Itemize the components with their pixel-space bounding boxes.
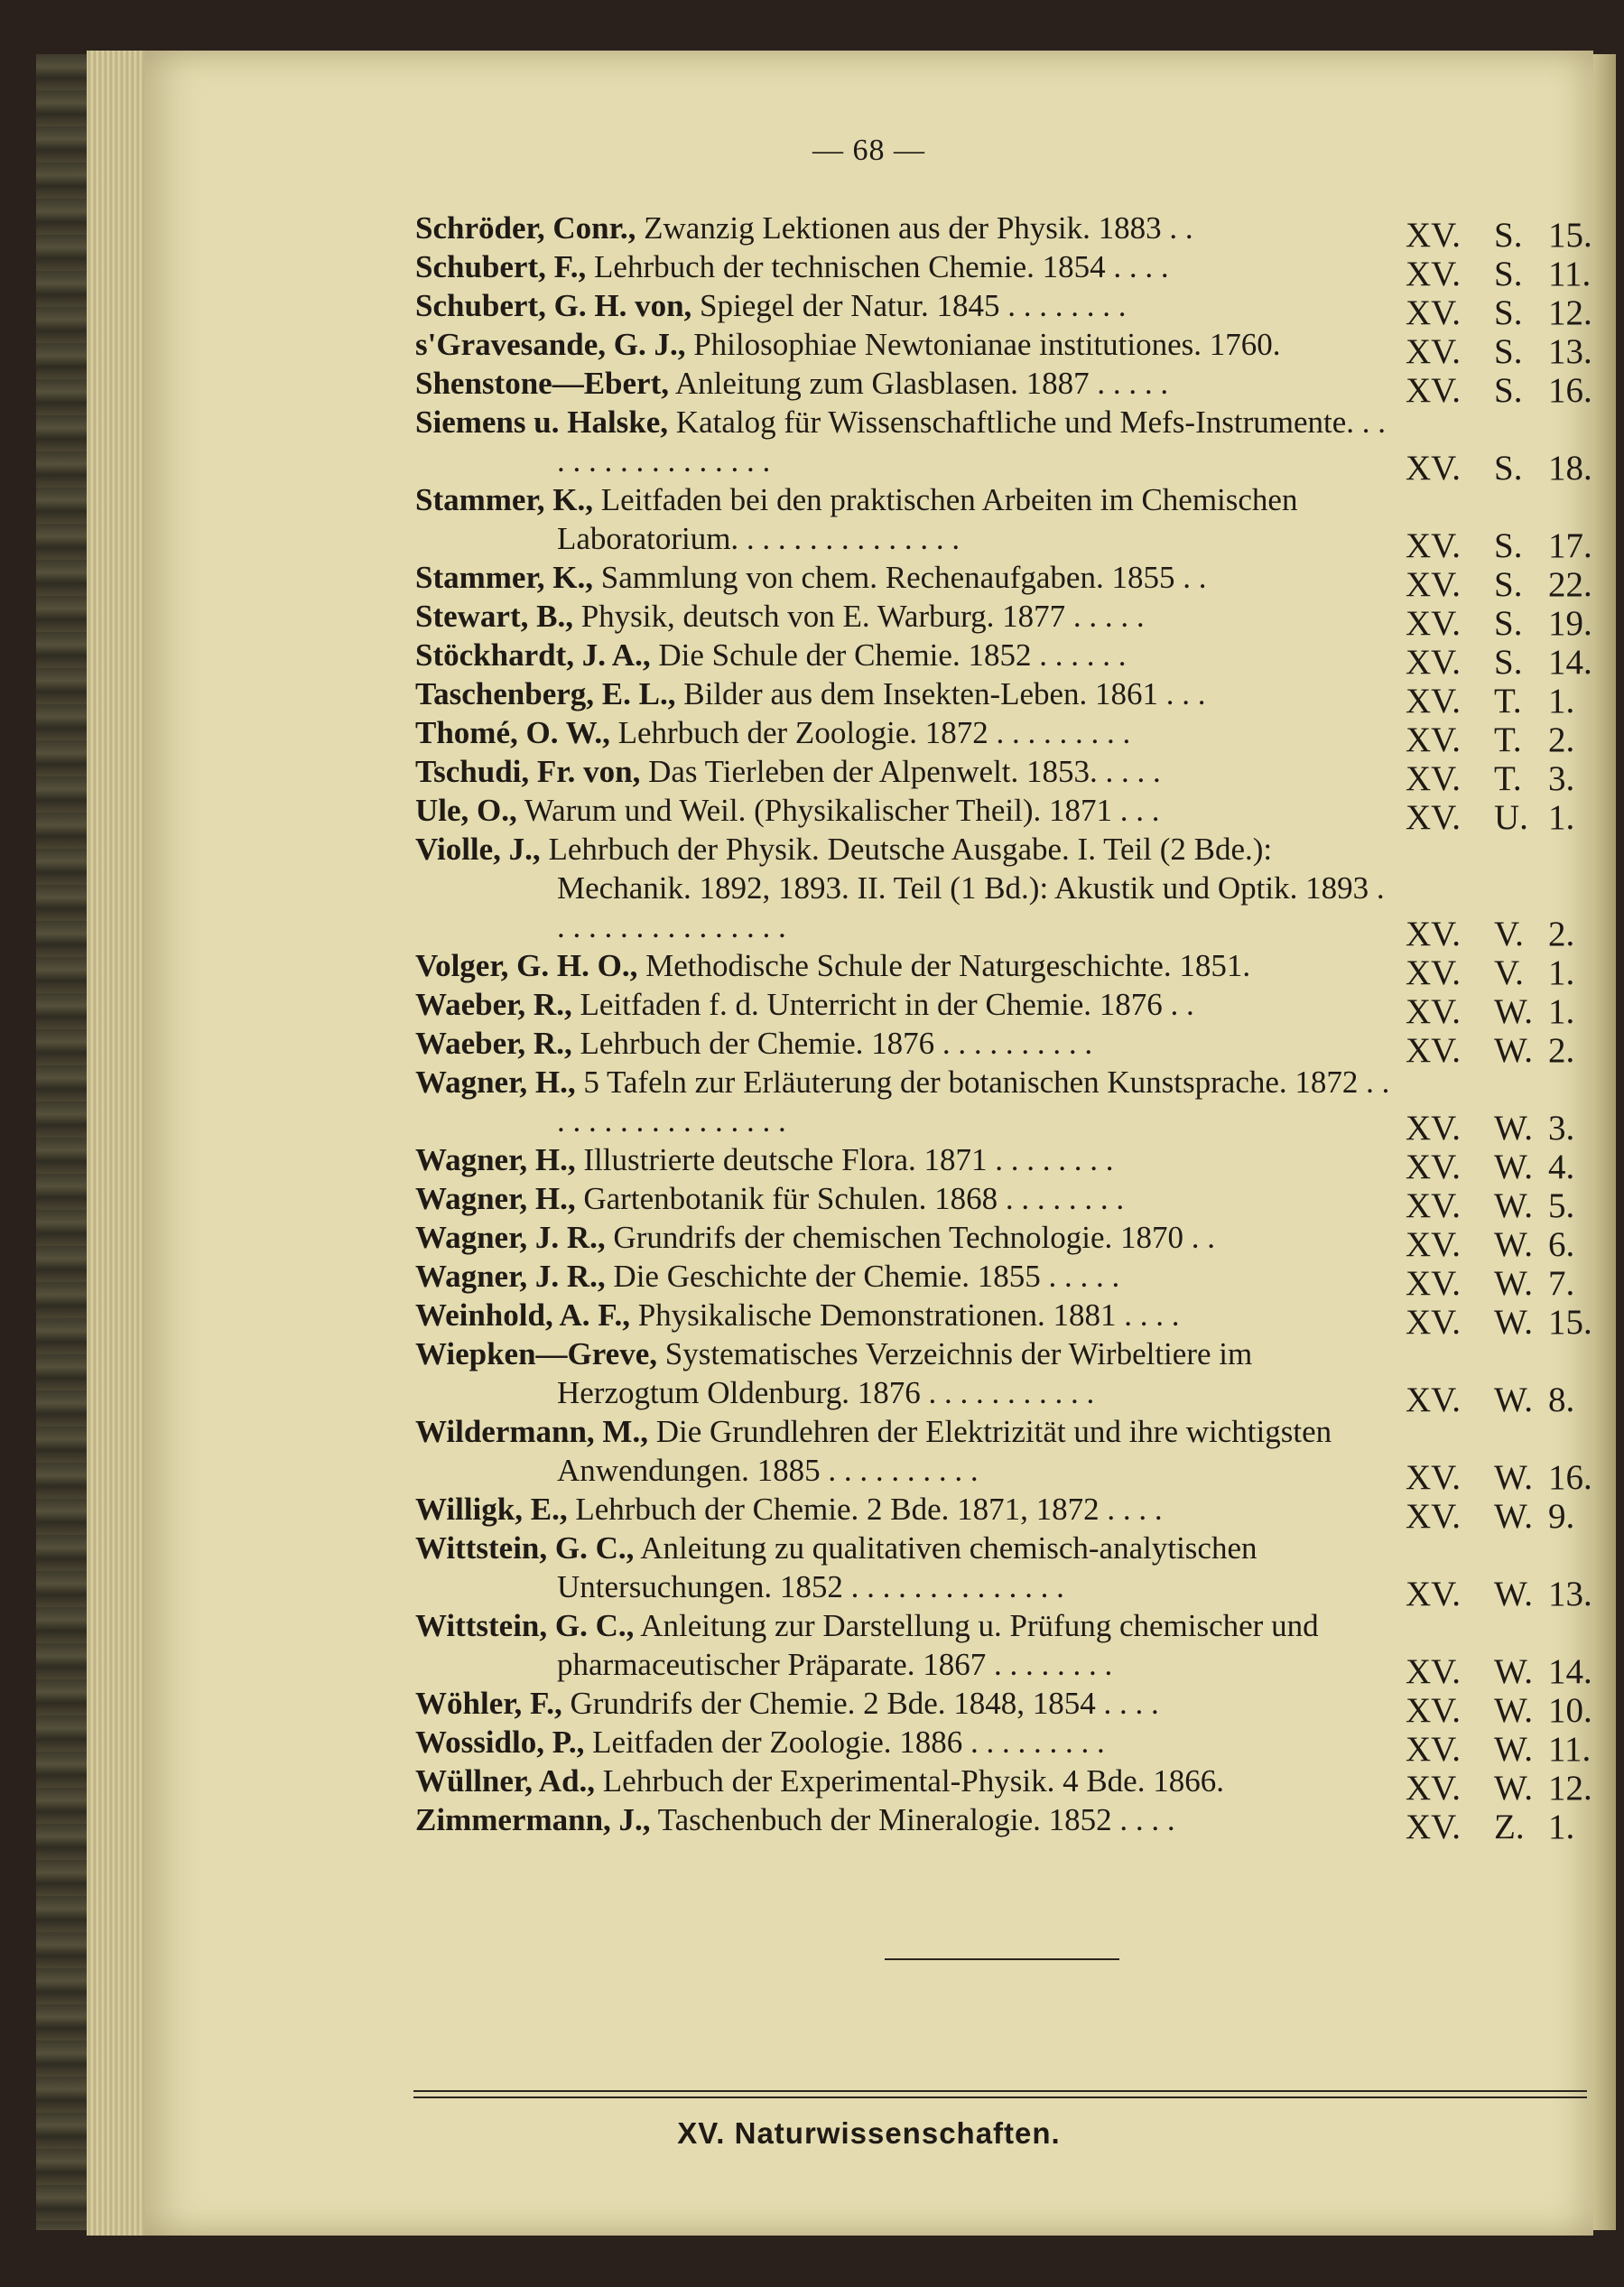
catalog-page — [144, 51, 1593, 2236]
shelfmark-letter: W. — [1494, 1148, 1533, 1186]
shelfmark-section: XV. — [1406, 332, 1462, 371]
entry-author: Stöckhardt, J. A., — [415, 637, 651, 673]
shelfmark-letter: W. — [1494, 1497, 1533, 1536]
entry-author: Schubert, G. H. von, — [415, 288, 692, 323]
shelfmark-letter: S. — [1494, 604, 1523, 643]
entry-author: Stammer, K., — [415, 560, 594, 595]
entry-body — [415, 830, 1395, 946]
entry-shelfmark — [1395, 798, 1607, 837]
shelfmark-number: 5. — [1548, 1186, 1575, 1225]
entry-title: Leitfaden f. d. Unterricht in der Chemie. 1876 . . — [571, 987, 1194, 1022]
shelfmark-section: XV. — [1406, 720, 1462, 759]
shelfmark-number: 7. — [1548, 1264, 1575, 1303]
entry-author: Weinhold, A. F., — [415, 1297, 630, 1333]
catalog-entry — [415, 830, 1607, 953]
shelfmark-letter: W. — [1494, 1769, 1533, 1808]
end-of-list-rule — [885, 1958, 1119, 1960]
shelfmark-letter: W. — [1494, 1264, 1533, 1303]
entry-title: Spiegel der Natur. 1845 . . . . . . . . — [691, 288, 1127, 323]
entry-title: Katalog für Wissenschaftliche und Mefs-Instrumente. . . . . . . . . . . . . . . . . — [557, 404, 1386, 479]
shelfmark-letter: W. — [1494, 1381, 1533, 1419]
entry-shelfmark — [1395, 682, 1607, 720]
shelfmark-letter: W. — [1494, 1186, 1533, 1225]
book-spine — [36, 54, 90, 2230]
entry-body — [415, 713, 1395, 752]
entry-author: Wüllner, Ad., — [415, 1763, 596, 1799]
shelfmark-letter: U. — [1494, 798, 1528, 837]
entry-author: Stewart, B., — [415, 599, 573, 634]
catalog-entry — [415, 1334, 1607, 1419]
catalog-entry-list — [415, 209, 1607, 1846]
entry-body — [415, 1490, 1395, 1529]
shelfmark-section: XV. — [1406, 1691, 1462, 1730]
shelfmark-letter: T. — [1494, 759, 1522, 798]
shelfmark-section: XV. — [1406, 1575, 1462, 1613]
entry-body — [415, 1296, 1395, 1334]
shelfmark-number: 13. — [1548, 1575, 1592, 1613]
shelfmark-section: XV. — [1406, 371, 1462, 410]
catalog-entry — [415, 480, 1607, 565]
entry-title: Anleitung zu qualitativen chemisch-analytischen Untersuchungen. 1852 . . . . . . . . . . . . . . — [557, 1530, 1257, 1604]
shelfmark-section: XV. — [1406, 1497, 1462, 1536]
entry-shelfmark — [1395, 643, 1607, 682]
shelfmark-section: XV. — [1406, 759, 1462, 798]
shelfmark-letter: S. — [1494, 643, 1523, 682]
entry-author: Wagner, H., — [415, 1181, 576, 1216]
shelfmark-number: 12. — [1548, 293, 1592, 332]
shelfmark-number: 14. — [1548, 1652, 1592, 1691]
shelfmark-section: XV. — [1406, 1225, 1462, 1264]
shelfmark-section: XV. — [1406, 255, 1462, 293]
entry-title: Sammlung von chem. Rechenaufgaben. 1855 . . — [593, 560, 1207, 595]
entry-author: Waeber, R., — [415, 1026, 572, 1061]
shelfmark-section: XV. — [1406, 1769, 1462, 1808]
shelfmark-letter: S. — [1494, 565, 1523, 604]
entry-author: Ule, O., — [415, 793, 517, 828]
entry-body — [415, 1179, 1395, 1218]
shelfmark-letter: V. — [1494, 953, 1524, 992]
shelfmark-number: 2. — [1548, 915, 1575, 953]
shelfmark-section: XV. — [1406, 1458, 1462, 1497]
entry-body — [415, 558, 1395, 597]
entry-author: Wagner, J. R., — [415, 1259, 606, 1294]
entry-body — [415, 636, 1395, 674]
entry-shelfmark — [1395, 449, 1607, 488]
catalog-entry — [415, 403, 1607, 488]
entry-title: Lehrbuch der Chemie. 1876 . . . . . . . . . . — [571, 1026, 1093, 1061]
shelfmark-section: XV. — [1406, 293, 1462, 332]
shelfmark-number: 11. — [1548, 255, 1592, 293]
entry-body — [415, 1257, 1395, 1296]
shelfmark-number: 17. — [1548, 526, 1592, 565]
entry-body — [415, 325, 1395, 364]
entry-body — [415, 1606, 1395, 1684]
entry-body — [415, 247, 1395, 286]
entry-shelfmark — [1395, 1109, 1607, 1148]
entry-body — [415, 1334, 1395, 1412]
entry-author: Wildermann, M., — [415, 1414, 648, 1449]
shelfmark-section: XV. — [1406, 915, 1462, 953]
shelfmark-letter: Z. — [1494, 1808, 1525, 1846]
entry-title: Physikalische Demonstrationen. 1881 . . . . — [629, 1297, 1180, 1333]
entry-body — [415, 1412, 1395, 1490]
shelfmark-section: XV. — [1406, 1148, 1462, 1186]
entry-title: Anleitung zur Darstellung u. Prüfung chemischer und pharmaceutischer Präparate. 1867 . . . . . . . . — [557, 1608, 1319, 1682]
entry-body — [415, 1024, 1395, 1063]
entry-shelfmark — [1395, 953, 1607, 992]
shelfmark-section: XV. — [1406, 604, 1462, 643]
catalog-entry — [415, 209, 1607, 255]
shelfmark-number: 3. — [1548, 1109, 1575, 1148]
entry-author: Taschenberg, E. L., — [415, 676, 676, 711]
section-footer: XV. Naturwissenschaften. — [677, 2116, 1061, 2150]
entry-title: Das Tierleben der Alpenwelt. 1853. . . . . — [640, 754, 1161, 789]
shelfmark-letter: S. — [1494, 371, 1523, 410]
entry-body — [415, 674, 1395, 713]
entry-body — [415, 209, 1395, 247]
shelfmark-section: XV. — [1406, 643, 1462, 682]
shelfmark-section: XV. — [1406, 992, 1462, 1031]
entry-body — [415, 946, 1395, 985]
shelfmark-number: 8. — [1548, 1381, 1575, 1419]
entry-title: Lehrbuch der Zoologie. 1872 . . . . . . . . . — [609, 715, 1131, 750]
entry-shelfmark — [1395, 1769, 1607, 1808]
shelfmark-letter: W. — [1494, 1652, 1533, 1691]
entry-title: Warum und Weil. (Physikalischer Theil). 1871 . . . — [516, 793, 1160, 828]
entry-shelfmark — [1395, 992, 1607, 1031]
entry-title: Lehrbuch der technischen Chemie. 1854 . . . . — [586, 249, 1169, 284]
shelfmark-letter: T. — [1494, 720, 1522, 759]
entry-author: Tschudi, Fr. von, — [415, 754, 641, 789]
entry-shelfmark — [1395, 371, 1607, 410]
entry-shelfmark — [1395, 1497, 1607, 1536]
shelfmark-number: 16. — [1548, 1458, 1592, 1497]
shelfmark-number: 18. — [1548, 449, 1592, 488]
entry-shelfmark — [1395, 526, 1607, 565]
entry-body — [415, 1529, 1395, 1606]
shelfmark-letter: W. — [1494, 1458, 1533, 1497]
shelfmark-letter: W. — [1494, 1031, 1533, 1070]
entry-author: Wagner, H., — [415, 1064, 576, 1100]
footer-double-rule — [413, 2090, 1587, 2098]
entry-title: Lehrbuch der Chemie. 2 Bde. 1871, 1872 . . . . — [567, 1492, 1163, 1527]
entry-body — [415, 791, 1395, 830]
entry-shelfmark — [1395, 332, 1607, 371]
entry-shelfmark — [1395, 1808, 1607, 1846]
shelfmark-number: 3. — [1548, 759, 1575, 798]
entry-shelfmark — [1395, 1381, 1607, 1419]
shelfmark-section: XV. — [1406, 565, 1462, 604]
shelfmark-number: 12. — [1548, 1769, 1592, 1808]
shelfmark-letter: S. — [1494, 526, 1523, 565]
shelfmark-letter: S. — [1494, 293, 1523, 332]
entry-body — [415, 480, 1395, 558]
shelfmark-number: 1. — [1548, 953, 1575, 992]
shelfmark-number: 2. — [1548, 1031, 1575, 1070]
entry-title: Physik, deutsch von E. Warburg. 1877 . . . . . — [572, 599, 1145, 634]
entry-shelfmark — [1395, 1691, 1607, 1730]
entry-shelfmark — [1395, 216, 1607, 255]
entry-title: Methodische Schule der Naturgeschichte. 1851. — [637, 948, 1251, 983]
shelfmark-section: XV. — [1406, 953, 1462, 992]
entry-shelfmark — [1395, 1031, 1607, 1070]
entry-author: Stammer, K., — [415, 482, 594, 517]
entry-shelfmark — [1395, 565, 1607, 604]
catalog-entry — [415, 1606, 1607, 1691]
entry-shelfmark — [1395, 915, 1607, 953]
entry-shelfmark — [1395, 293, 1607, 332]
shelfmark-section: XV. — [1406, 1808, 1462, 1846]
entry-body — [415, 1140, 1395, 1179]
entry-body — [415, 1218, 1395, 1257]
shelfmark-letter: W. — [1494, 1225, 1533, 1264]
entry-shelfmark — [1395, 604, 1607, 643]
shelfmark-section: XV. — [1406, 1652, 1462, 1691]
shelfmark-number: 19. — [1548, 604, 1592, 643]
entry-body — [415, 403, 1395, 480]
shelfmark-letter: T. — [1494, 682, 1522, 720]
entry-author: Wittstein, G. C., — [415, 1530, 635, 1566]
entry-author: Shenstone—Ebert, — [415, 366, 669, 401]
entry-author: Waeber, R., — [415, 987, 572, 1022]
shelfmark-number: 1. — [1548, 1808, 1575, 1846]
entry-author: Wiepken—Greve, — [415, 1336, 658, 1371]
shelfmark-number: 4. — [1548, 1148, 1575, 1186]
shelfmark-section: XV. — [1406, 216, 1462, 255]
entry-author: Wittstein, G. C., — [415, 1608, 635, 1643]
shelfmark-number: 11. — [1548, 1730, 1592, 1769]
shelfmark-letter: S. — [1494, 449, 1523, 488]
entry-shelfmark — [1395, 1303, 1607, 1342]
shelfmark-section: XV. — [1406, 1381, 1462, 1419]
entry-body — [415, 286, 1395, 325]
entry-author: Wöhler, F., — [415, 1686, 562, 1721]
shelfmark-number: 22. — [1548, 565, 1592, 604]
shelfmark-number: 2. — [1548, 720, 1575, 759]
shelfmark-section: XV. — [1406, 1730, 1462, 1769]
entry-title: Lehrbuch der Experimental-Physik. 4 Bde. 1866. — [595, 1763, 1224, 1799]
shelfmark-letter: W. — [1494, 1691, 1533, 1730]
shelfmark-letter: V. — [1494, 915, 1524, 953]
entry-shelfmark — [1395, 1225, 1607, 1264]
shelfmark-section: XV. — [1406, 1264, 1462, 1303]
shelfmark-letter: W. — [1494, 1303, 1533, 1342]
shelfmark-letter: W. — [1494, 1730, 1533, 1769]
entry-title: Bilder aus dem Insekten-Leben. 1861 . . . — [675, 676, 1206, 711]
shelfmark-letter: W. — [1494, 992, 1533, 1031]
entry-title: Die Geschichte der Chemie. 1855 . . . . . — [605, 1259, 1120, 1294]
entry-title: Anleitung zum Glasblasen. 1887 . . . . . — [669, 366, 1169, 401]
entry-title: Grundrifs der Chemie. 2 Bde. 1848, 1854 . . . . — [561, 1686, 1159, 1721]
shelfmark-number: 1. — [1548, 992, 1575, 1031]
entry-title: Leitfaden der Zoologie. 1886 . . . . . . . . . — [584, 1725, 1105, 1760]
shelfmark-number: 15. — [1548, 1303, 1592, 1342]
shelfmark-letter: W. — [1494, 1575, 1533, 1613]
entry-body — [415, 1723, 1395, 1762]
entry-body — [415, 1800, 1395, 1839]
shelfmark-letter: S. — [1494, 255, 1523, 293]
entry-shelfmark — [1395, 1264, 1607, 1303]
entry-title: 5 Tafeln zur Erläuterung der botanischen Kunstsprache. 1872 . . . . . . . . . . . . . . . . . — [557, 1064, 1390, 1139]
entry-author: Schröder, Conr., — [415, 210, 636, 246]
shelfmark-section: XV. — [1406, 449, 1462, 488]
entry-shelfmark — [1395, 255, 1607, 293]
shelfmark-letter: S. — [1494, 216, 1523, 255]
entry-body — [415, 1762, 1395, 1800]
entry-body — [415, 1684, 1395, 1723]
shelfmark-number: 15. — [1548, 216, 1592, 255]
shelfmark-section: XV. — [1406, 526, 1462, 565]
entry-shelfmark — [1395, 1652, 1607, 1691]
entry-shelfmark — [1395, 1730, 1607, 1769]
shelfmark-number: 1. — [1548, 798, 1575, 837]
shelfmark-number: 16. — [1548, 371, 1592, 410]
entry-author: Zimmermann, J., — [415, 1802, 651, 1837]
shelfmark-number: 6. — [1548, 1225, 1575, 1264]
shelfmark-section: XV. — [1406, 1186, 1462, 1225]
catalog-entry — [415, 1063, 1607, 1148]
entry-title: Zwanzig Lektionen aus der Physik. 1883 . . — [636, 210, 1193, 246]
entry-body — [415, 364, 1395, 403]
entry-title: Illustrierte deutsche Flora. 1871 . . . . . . . . — [575, 1142, 1114, 1177]
entry-body — [415, 752, 1395, 791]
shelfmark-letter: W. — [1494, 1109, 1533, 1148]
entry-author: Wagner, J. R., — [415, 1220, 606, 1255]
entry-author: Violle, J., — [415, 832, 541, 867]
entry-author: Wagner, H., — [415, 1142, 576, 1177]
entry-shelfmark — [1395, 1148, 1607, 1186]
entry-title: Die Schule der Chemie. 1852 . . . . . . — [650, 637, 1127, 673]
entry-shelfmark — [1395, 1186, 1607, 1225]
entry-shelfmark — [1395, 1575, 1607, 1613]
shelfmark-section: XV. — [1406, 798, 1462, 837]
entry-shelfmark — [1395, 1458, 1607, 1497]
entry-shelfmark — [1395, 720, 1607, 759]
catalog-entry — [415, 1412, 1607, 1497]
entry-body — [415, 985, 1395, 1024]
entry-body — [415, 1063, 1395, 1140]
entry-title: Systematisches Verzeichnis der Wirbeltiere im Herzogtum Oldenburg. 1876 . . . . . . . . . . . — [557, 1336, 1253, 1410]
entry-author: s'Gravesande, G. J., — [415, 327, 686, 362]
shelfmark-number: 10. — [1548, 1691, 1592, 1730]
shelfmark-number: 9. — [1548, 1497, 1575, 1536]
shelfmark-letter: S. — [1494, 332, 1523, 371]
entry-title: Die Grundlehren der Elektrizität und ihre wichtigsten Anwendungen. 1885 . . . . . . . . . . — [557, 1414, 1332, 1488]
entry-author: Siemens u. Halske, — [415, 404, 669, 440]
entry-title: Lehrbuch der Physik. Deutsche Ausgabe. I. Teil (2 Bde.): Mechanik. 1892, 1893. II. Teil (1 Bd.): Akustik und Optik. 1893 . . . . . . . . . . . . . . . . — [540, 832, 1385, 944]
shelfmark-section: XV. — [1406, 1303, 1462, 1342]
shelfmark-number: 13. — [1548, 332, 1592, 371]
entry-title: Leitfaden bei den praktischen Arbeiten im Chemischen Laboratorium. . . . . . . . . . . . . . . — [557, 482, 1298, 556]
entry-author: Schubert, F., — [415, 249, 587, 284]
entry-shelfmark — [1395, 759, 1607, 798]
entry-title: Grundrifs der chemischen Technologie. 1870 . . — [605, 1220, 1216, 1255]
shelfmark-section: XV. — [1406, 682, 1462, 720]
entry-body — [415, 597, 1395, 636]
entry-title: Gartenbotanik für Schulen. 1868 . . . . . . . . — [575, 1181, 1125, 1216]
page-number: — 68 — — [812, 134, 925, 167]
shelfmark-number: 1. — [1548, 682, 1575, 720]
entry-author: Volger, G. H. O., — [415, 948, 638, 983]
entry-title: Philosophiae Newtonianae institutiones. 1760. — [685, 327, 1281, 362]
shelfmark-section: XV. — [1406, 1109, 1462, 1148]
shelfmark-number: 14. — [1548, 643, 1592, 682]
catalog-entry — [415, 1529, 1607, 1613]
entry-author: Willigk, E., — [415, 1492, 568, 1527]
entry-author: Wossidlo, P., — [415, 1725, 585, 1760]
shelfmark-section: XV. — [1406, 1031, 1462, 1070]
entry-title: Taschenbuch der Mineralogie. 1852 . . . . — [650, 1802, 1175, 1837]
entry-author: Thomé, O. W., — [415, 715, 610, 750]
